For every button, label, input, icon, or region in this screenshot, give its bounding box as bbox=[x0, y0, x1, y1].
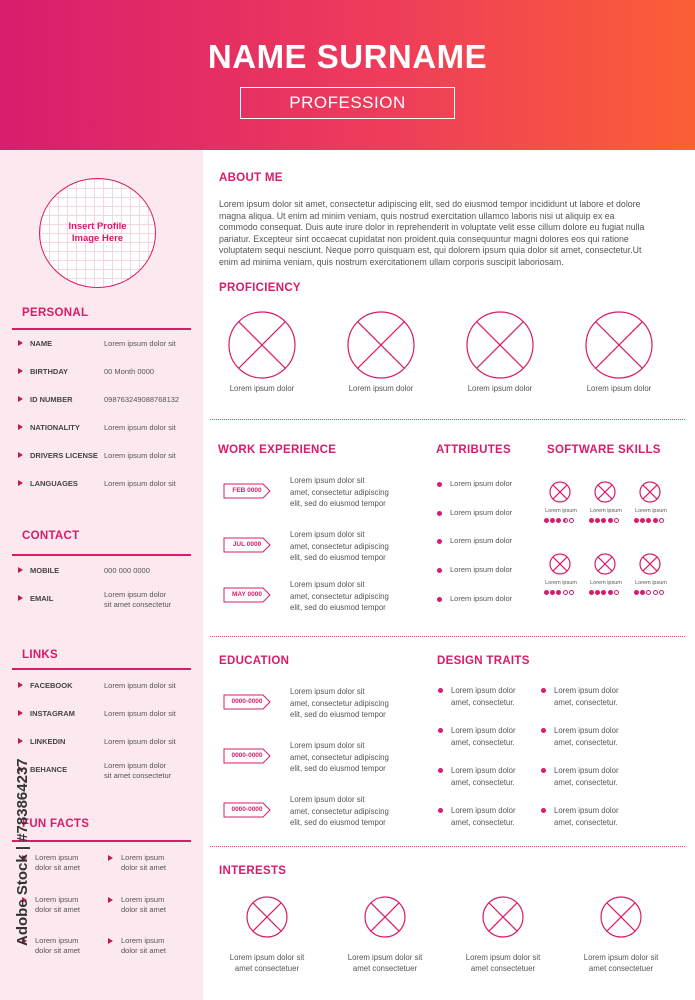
skill-rating bbox=[544, 590, 575, 596]
personal-value: Lorem ipsum dolor sit bbox=[104, 451, 176, 460]
bullet-icon bbox=[541, 768, 546, 773]
personal-row bbox=[18, 394, 198, 408]
skill-rating bbox=[634, 518, 665, 524]
personal-value: Lorem ipsum dolor sit bbox=[104, 339, 176, 348]
design-trait-item: Lorem ipsum dolor amet, consectetur. bbox=[554, 766, 619, 787]
personal-row bbox=[18, 422, 198, 436]
software-icon-placeholder bbox=[639, 553, 661, 575]
design-trait-item: Lorem ipsum dolor amet, consectetur. bbox=[554, 686, 619, 707]
fun-fact-item: Lorem ipsum dolor sit amet bbox=[121, 853, 167, 872]
links-title: LINKS bbox=[22, 649, 58, 661]
bullet-icon bbox=[438, 808, 443, 813]
interest-label: Lorem ipsum dolor sit amet consectetuer bbox=[583, 953, 659, 973]
arrow-icon bbox=[18, 452, 23, 458]
about-line: magna aliqua. Ut enim ad minim veniam, quis nostrud exercitation ullamco laboris nisi ut aliquip ex ea bbox=[219, 210, 615, 221]
divider bbox=[12, 554, 191, 556]
rating-dot bbox=[646, 590, 651, 595]
interests-title: INTERESTS bbox=[219, 865, 287, 877]
rating-dot bbox=[544, 590, 549, 595]
rating-dot bbox=[595, 518, 600, 523]
resume-profession: PROFESSION bbox=[240, 87, 455, 119]
arrow-icon bbox=[108, 855, 113, 861]
bullet-icon bbox=[437, 511, 442, 516]
personal-key: NATIONALITY bbox=[30, 423, 80, 432]
design-trait-item: Lorem ipsum dolor amet, consectetur. bbox=[451, 766, 516, 787]
bullet-icon bbox=[437, 597, 442, 602]
link-key: FACEBOOK bbox=[30, 681, 73, 690]
arrow-icon bbox=[18, 424, 23, 430]
personal-value: 00 Month 0000 bbox=[104, 367, 155, 376]
rating-dot bbox=[640, 590, 645, 595]
contact-key: EMAIL bbox=[30, 594, 54, 603]
about-text bbox=[219, 199, 659, 268]
interest-icon-placeholder bbox=[482, 896, 524, 938]
about-line: enim ad minima veniam, quis nostrum exercitationem ullam corporis suscipit laboriosam. bbox=[219, 256, 564, 267]
personal-row bbox=[18, 338, 198, 352]
attribute-item: Lorem ipsum dolor bbox=[450, 479, 513, 488]
rating-dot bbox=[601, 590, 606, 595]
proficiency-title: PROFICIENCY bbox=[219, 282, 301, 294]
divider bbox=[12, 668, 191, 670]
bullet-icon bbox=[438, 688, 443, 693]
design-trait-item: Lorem ipsum dolor amet, consectetur. bbox=[451, 726, 516, 747]
design-trait-item: Lorem ipsum dolor amet, consectetur. bbox=[451, 686, 516, 707]
skill-rating bbox=[589, 518, 620, 524]
about-line: Lorem ipsum dolor sit amet, consectetur adipiscing elit, sed do eiusmod tempor incididunt ut labore et dolore bbox=[219, 199, 641, 209]
bullet-icon bbox=[437, 482, 442, 487]
photo-label: Insert Profile Image Here bbox=[68, 221, 127, 244]
link-row[interactable] bbox=[18, 736, 198, 750]
link-key: INSTAGRAM bbox=[30, 709, 75, 718]
arrow-icon bbox=[18, 710, 23, 716]
arrow-icon bbox=[108, 938, 113, 944]
rating-dot bbox=[608, 590, 613, 595]
stock-watermark: Adobe Stock | #783864237 bbox=[14, 758, 31, 946]
section-divider bbox=[210, 419, 685, 420]
personal-value: 098763249088768132 bbox=[104, 395, 180, 404]
personal-row bbox=[18, 450, 198, 464]
bullet-icon bbox=[541, 688, 546, 693]
personal-row bbox=[18, 366, 198, 380]
rating-dot bbox=[601, 518, 606, 523]
fun-facts-title: FUN FACTS bbox=[22, 818, 90, 830]
date-tag: MAY 0000 bbox=[223, 587, 271, 603]
link-value: Lorem ipsum dolor sit bbox=[104, 737, 176, 746]
fun-fact-item: Lorem ipsum dolor sit amet bbox=[121, 936, 167, 955]
proficiency-label: Lorem ipsum dolor bbox=[348, 384, 414, 393]
rating-dot bbox=[550, 518, 555, 523]
software-icon-placeholder bbox=[549, 481, 571, 503]
date-tag: FEB 0000 bbox=[223, 483, 271, 499]
skill-rating bbox=[544, 518, 575, 524]
arrow-icon bbox=[18, 396, 23, 402]
attributes-title: ATTRIBUTES bbox=[436, 444, 511, 456]
fun-fact-item: Lorem ipsum dolor sit amet bbox=[121, 895, 167, 914]
link-value: Lorem ipsum dolor sit bbox=[104, 709, 176, 718]
education-entry: Lorem ipsum dolor sit amet, consectetur adipiscing elit, sed do eiusmod tempor bbox=[290, 687, 389, 719]
link-value: Lorem ipsum dolor sit bbox=[104, 681, 176, 690]
proficiency-chart-placeholder bbox=[585, 311, 653, 379]
link-row[interactable] bbox=[18, 708, 198, 722]
interest-icon-placeholder bbox=[364, 896, 406, 938]
personal-key: ID NUMBER bbox=[30, 395, 73, 404]
proficiency-chart-placeholder bbox=[466, 311, 534, 379]
rating-dot bbox=[640, 518, 645, 523]
rating-dot bbox=[556, 590, 561, 595]
bullet-icon bbox=[541, 808, 546, 813]
rating-dot bbox=[653, 518, 658, 523]
personal-key: BIRTHDAY bbox=[30, 367, 69, 376]
work-entry: Lorem ipsum dolor sit amet, consectetur adipiscing elit, sed do eiusmod tempor bbox=[290, 476, 389, 508]
date-tag: 0000-0000 bbox=[223, 802, 271, 818]
rating-dot bbox=[563, 590, 568, 595]
software-icon-placeholder bbox=[639, 481, 661, 503]
fun-fact-item: Lorem ipsum dolor sit amet bbox=[35, 936, 81, 955]
software-title: SOFTWARE SKILLS bbox=[547, 444, 661, 456]
contact-value: 000 000 0000 bbox=[104, 566, 150, 575]
design-trait-item: Lorem ipsum dolor amet, consectetur. bbox=[451, 806, 516, 827]
software-label: Lorem ipsum bbox=[545, 580, 577, 586]
personal-title: PERSONAL bbox=[22, 307, 89, 319]
personal-key: NAME bbox=[30, 339, 53, 348]
bullet-icon bbox=[437, 539, 442, 544]
software-label: Lorem ipsum bbox=[635, 508, 667, 514]
rating-dot bbox=[569, 590, 574, 595]
fun-fact-item: Lorem ipsum dolor sit amet bbox=[35, 895, 81, 914]
arrow-icon bbox=[18, 368, 23, 374]
arrow-icon bbox=[18, 480, 23, 486]
proficiency-label: Lorem ipsum dolor bbox=[467, 384, 533, 393]
arrow-icon bbox=[18, 567, 23, 573]
rating-dot bbox=[595, 590, 600, 595]
rating-dot bbox=[653, 590, 658, 595]
date-tag: JUL 0000 bbox=[223, 537, 271, 553]
attribute-item: Lorem ipsum dolor bbox=[450, 508, 513, 517]
rating-dot bbox=[659, 590, 664, 595]
contact-value: Lorem ipsum dolor sit amet consectetur bbox=[104, 590, 172, 609]
fun-fact-item: Lorem ipsum dolor sit amet bbox=[35, 853, 81, 872]
about-line: pariatur. Excepteur sint occaecat cupidatat non proident.quia consequuntur magni dolores eos qui ratione bbox=[219, 233, 629, 244]
software-label: Lorem ipsum bbox=[545, 508, 577, 514]
rating-dot bbox=[614, 590, 619, 595]
about-title: ABOUT ME bbox=[219, 172, 283, 184]
education-title: EDUCATION bbox=[219, 655, 290, 667]
software-icon-placeholder bbox=[594, 553, 616, 575]
proficiency-chart-placeholder bbox=[347, 311, 415, 379]
design-trait-item: Lorem ipsum dolor amet, consectetur. bbox=[554, 726, 619, 747]
link-value: Lorem ipsum dolor sit amet consectetur bbox=[104, 761, 172, 780]
bullet-icon bbox=[438, 768, 443, 773]
header-banner bbox=[0, 0, 695, 150]
personal-value: Lorem ipsum dolor sit bbox=[104, 479, 176, 488]
rating-dot bbox=[563, 518, 568, 523]
software-label: Lorem ipsum bbox=[590, 580, 622, 586]
date-tag: 0000-0000 bbox=[223, 748, 271, 764]
attribute-item: Lorem ipsum dolor bbox=[450, 536, 513, 545]
software-icon-placeholder bbox=[549, 553, 571, 575]
rating-dot bbox=[634, 590, 639, 595]
arrow-icon bbox=[18, 595, 23, 601]
proficiency-label: Lorem ipsum dolor bbox=[229, 384, 295, 393]
interest-label: Lorem ipsum dolor sit amet consectetuer bbox=[347, 953, 423, 973]
resume-name: NAME SURNAME bbox=[207, 38, 488, 75]
divider bbox=[12, 328, 191, 330]
section-divider bbox=[210, 636, 685, 637]
work-entry: Lorem ipsum dolor sit amet, consectetur adipiscing elit, sed do eiusmod tempor bbox=[290, 530, 389, 562]
bullet-icon bbox=[541, 728, 546, 733]
about-line: commodo consequat. Duis aute irure dolor in reprehenderit in voluptate velit esse cillum dolore eu fugiat nulla bbox=[219, 222, 645, 232]
section-divider bbox=[210, 846, 685, 847]
link-key: LINKEDIN bbox=[30, 737, 66, 746]
contact-row-email bbox=[18, 590, 198, 615]
personal-key: LANGUAGES bbox=[30, 479, 78, 488]
about-line: voluptatem sequi nesciunt. Neque porro quisquam est, qui dolorem ipsum quia dolor sit amet, consectetur.Ut bbox=[219, 245, 642, 255]
arrow-icon bbox=[18, 682, 23, 688]
software-icon-placeholder bbox=[594, 481, 616, 503]
rating-dot bbox=[556, 518, 561, 523]
rating-dot bbox=[550, 590, 555, 595]
software-label: Lorem ipsum bbox=[590, 508, 622, 514]
link-row[interactable] bbox=[18, 680, 198, 694]
rating-dot bbox=[544, 518, 549, 523]
design-traits-title: DESIGN TRAITS bbox=[437, 655, 530, 667]
attribute-item: Lorem ipsum dolor bbox=[450, 565, 513, 574]
personal-row bbox=[18, 478, 198, 492]
personal-value: Lorem ipsum dolor sit bbox=[104, 423, 176, 432]
contact-row-mobile bbox=[18, 565, 198, 579]
arrow-icon bbox=[18, 340, 23, 346]
link-key: BEHANCE bbox=[30, 765, 68, 774]
arrow-icon bbox=[108, 897, 113, 903]
skill-rating bbox=[589, 590, 620, 596]
interest-icon-placeholder bbox=[246, 896, 288, 938]
rating-dot bbox=[589, 590, 594, 595]
work-entry: Lorem ipsum dolor sit amet, consectetur adipiscing elit, sed do eiusmod tempor bbox=[290, 580, 389, 612]
proficiency-chart-placeholder bbox=[228, 311, 296, 379]
personal-key: DRIVERS LICENSE bbox=[30, 451, 98, 460]
link-row[interactable] bbox=[18, 761, 198, 780]
rating-dot bbox=[646, 518, 651, 523]
interest-icon-placeholder bbox=[600, 896, 642, 938]
contact-title: CONTACT bbox=[22, 530, 80, 542]
software-label: Lorem ipsum bbox=[635, 580, 667, 586]
rating-dot bbox=[608, 518, 613, 523]
rating-dot bbox=[569, 518, 574, 523]
rating-dot bbox=[634, 518, 639, 523]
bullet-icon bbox=[438, 728, 443, 733]
attribute-item: Lorem ipsum dolor bbox=[450, 594, 513, 603]
rating-dot bbox=[589, 518, 594, 523]
rating-dot bbox=[659, 518, 664, 523]
interest-label: Lorem ipsum dolor sit amet consectetuer bbox=[465, 953, 541, 973]
arrow-icon bbox=[18, 738, 23, 744]
education-entry: Lorem ipsum dolor sit amet, consectetur adipiscing elit, sed do eiusmod tempor bbox=[290, 741, 389, 773]
skill-rating bbox=[634, 590, 665, 596]
bullet-icon bbox=[437, 568, 442, 573]
education-entry: Lorem ipsum dolor sit amet, consectetur adipiscing elit, sed do eiusmod tempor bbox=[290, 795, 389, 827]
interest-label: Lorem ipsum dolor sit amet consectetuer bbox=[229, 953, 305, 973]
work-title: WORK EXPERIENCE bbox=[218, 444, 337, 456]
contact-key: MOBILE bbox=[30, 566, 60, 575]
rating-dot bbox=[614, 518, 619, 523]
proficiency-label: Lorem ipsum dolor bbox=[586, 384, 652, 393]
profile-photo-placeholder[interactable] bbox=[39, 178, 156, 288]
divider bbox=[12, 840, 191, 842]
design-trait-item: Lorem ipsum dolor amet, consectetur. bbox=[554, 806, 619, 827]
date-tag: 0000-0000 bbox=[223, 694, 271, 710]
